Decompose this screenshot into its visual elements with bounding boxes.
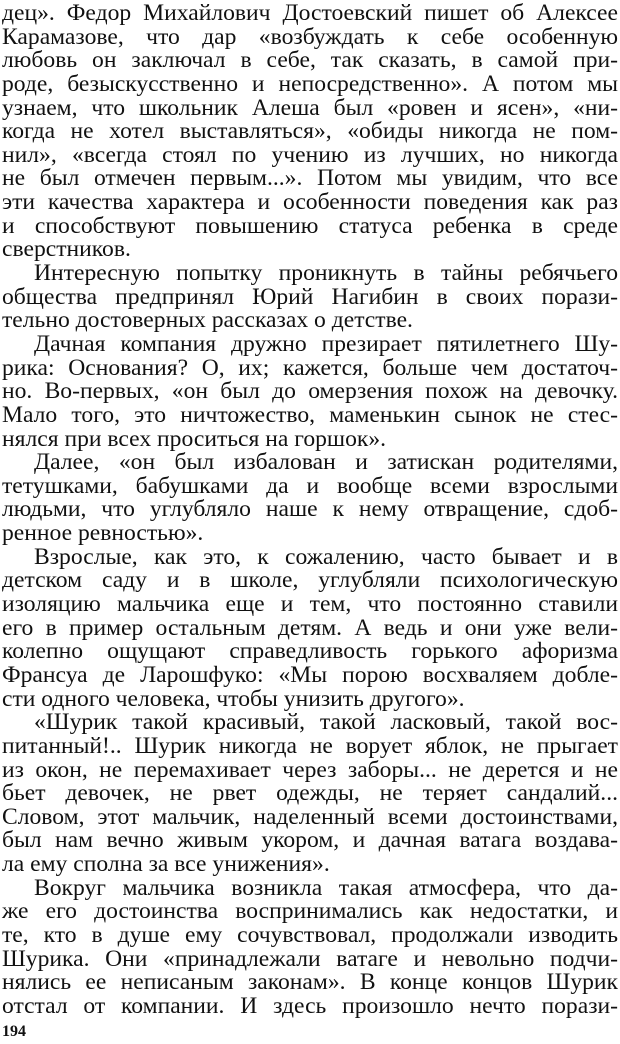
text-line: Франсуа де Ларошфуко: «Мы порою восхваляем добле- — [2, 661, 618, 688]
text-line: Шурика. Они «принадлежали ватаге и невольно подчи- — [2, 945, 618, 972]
text-line: Словом, этот мальчик, наделенный всеми достоинствами, — [2, 803, 618, 830]
text-line: не был отмечен первым...». Потом мы увидим, что все — [2, 165, 618, 192]
text-line: тельно достоверных рассказах о детстве. — [2, 307, 413, 334]
text-line: изоляцию мальчика еще и тем, что постоянно ставили — [2, 591, 618, 618]
text-line: узнаем, что школьник Алеша был «ровен и ясен», «ни- — [2, 94, 618, 121]
text-line: же его достоинства воспринимались как недостатки, и — [2, 898, 618, 925]
text-line: сверстников. — [2, 236, 131, 263]
text-line: те, кто в душе ему сочувствовал, продолжали изводить — [2, 921, 618, 948]
text-page — [2, 2, 618, 1019]
text-line: детском саду и в школе, углубляли психологическую — [2, 567, 618, 594]
text-line: дец». Федор Михайлович Достоевский пишет об Алексее — [2, 0, 618, 26]
text-line: нил», «всегда стоял по учению из лучших, но никогда — [2, 141, 618, 168]
text-line: тетушками, бабушками да и вообще всеми взрослыми — [2, 472, 618, 499]
text-line: отстал от компании. И здесь произошло нечто порази- — [2, 992, 618, 1019]
text-line: людьми, что углубляло наше к нему отвращение, сдоб- — [2, 496, 618, 523]
text-line: эти качества характера и особенности поведения как раз — [2, 189, 618, 216]
text-line: но. Во-первых, «он был до омерзения похож на девочку. — [2, 378, 618, 405]
text-line: из окон, не перемахивает через заборы... не дерется и не — [2, 756, 618, 783]
paragraph-first-line: Дачная компания дружно презирает пятилетнего Шу- — [34, 330, 618, 357]
text-line: ла ему сполна за все унижения». — [2, 851, 330, 878]
page-number: 194 — [2, 1023, 26, 1040]
text-line: бьет девочек, не рвет одежды, не теряет сандалий... — [2, 780, 618, 807]
text-line: ренное ревностью». — [2, 520, 204, 547]
paragraph-first-line: Интересную попытку проникнуть в тайны ребячьего — [34, 260, 618, 287]
paragraph-first-line: Далее, «он был избалован и затискан родителями, — [34, 449, 618, 476]
text-line: Карамазове, что дар «возбуждать к себе особенную — [2, 23, 618, 50]
text-line: колепно ощущают справедливость горького афоризма — [2, 638, 618, 665]
text-line: и способствуют повышению статуса ребенка в среде — [2, 212, 618, 239]
text-line: когда не хотел выставляться», «обиды никогда не пом- — [2, 118, 618, 145]
text-line: его в пример остальным детям. А ведь и они уже вели- — [2, 614, 618, 641]
text-line: был нам вечно живым укором, и дачная ватага воздава- — [2, 827, 618, 854]
text-line: роде, безыскусственно и непосредственно». А потом мы — [2, 70, 618, 97]
text-line: сти одного человека, чтобы унизить другого». — [2, 685, 465, 712]
paragraph-first-line: Вокруг мальчика возникла такая атмосфера, что да- — [34, 874, 618, 901]
text-line: нялся при всех проситься на горшок». — [2, 425, 387, 452]
text-line: общества предпринял Юрий Нагибин в своих порази- — [2, 283, 618, 310]
text-line: нялись ее неписаным законам». В конце концов Шурик — [2, 969, 618, 996]
text-line: любовь он заключал в себе, так сказать, в самой при- — [2, 47, 618, 74]
text-line: рика: Основания? О, их; кажется, больше чем достаточ- — [2, 354, 618, 381]
text-line: Мало того, это ничтожество, маменькин сынок не стес- — [2, 401, 618, 428]
text-line: питанный!.. Шурик никогда не ворует яблок, не прыгает — [2, 732, 618, 759]
paragraph-first-line: Взрослые, как это, к сожалению, часто бывает и в — [34, 543, 618, 570]
paragraph-first-line: «Шурик такой красивый, такой ласковый, такой вос- — [34, 709, 618, 736]
